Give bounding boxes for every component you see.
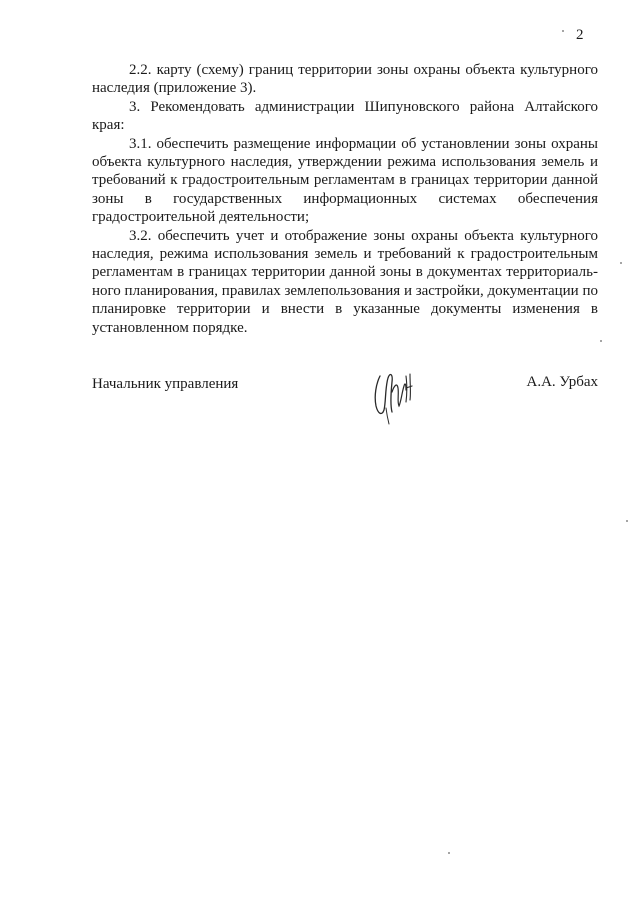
paragraph-3-1-line-2: объекта культурного наследия, утверждении режима использования земель и [92, 154, 598, 171]
page-number: 2 [576, 27, 584, 43]
paragraph-3-2-line-2: наследия, режима использования земель и требований к градостроительным [92, 246, 598, 263]
scan-speck [448, 852, 450, 854]
paragraph-3-2-line-3: регламентам в границах территории данной зоны в документах территориаль- [92, 264, 598, 281]
paragraph-2-2-line-1: 2.2. карту (схему) границ территории зоны охраны объекта культурного [129, 62, 598, 78]
paragraph-3-2-line-5: планировке территории и внести в указанные документы изменения в [92, 301, 598, 318]
document-body [92, 61, 598, 337]
paragraph-3-line-2: края: [92, 117, 125, 134]
signature-block [92, 372, 598, 432]
paragraph-3-2-line-6: установленном порядке. [92, 319, 248, 336]
paragraph-2-2-line-2: наследия (приложение 3). [92, 80, 257, 97]
scan-speck [600, 340, 602, 342]
paragraph-3-1-line-1: 3.1. обеспечить размещение информации об установлении зоны охраны [129, 135, 598, 152]
scan-speck [626, 520, 628, 522]
signatory-title: Начальник управления [92, 376, 239, 392]
handwritten-signature [366, 362, 426, 426]
paragraph-3-1-line-5: градостроительной деятельности; [92, 209, 310, 226]
paragraph-3-1-line-4: зоны в государственных информационных системах обеспечения [92, 190, 598, 207]
paragraph-3-2-line-1: 3.2. обеспечить учет и отображение зоны охраны объекта культурного [129, 227, 598, 244]
scan-speck [562, 30, 564, 32]
scan-speck [620, 262, 622, 264]
paragraph-3-2-line-4: ного планирования, правилах землепользования и застройки, документации по [92, 282, 598, 299]
signatory-name: А.А. Урбах [526, 374, 598, 390]
paragraph-3-1-line-3: требований к градостроительным регламентам в границах территории данной [92, 172, 598, 189]
paragraph-3-line-1: 3. Рекомендовать администрации Шипуновского района Алтайского [129, 98, 598, 115]
